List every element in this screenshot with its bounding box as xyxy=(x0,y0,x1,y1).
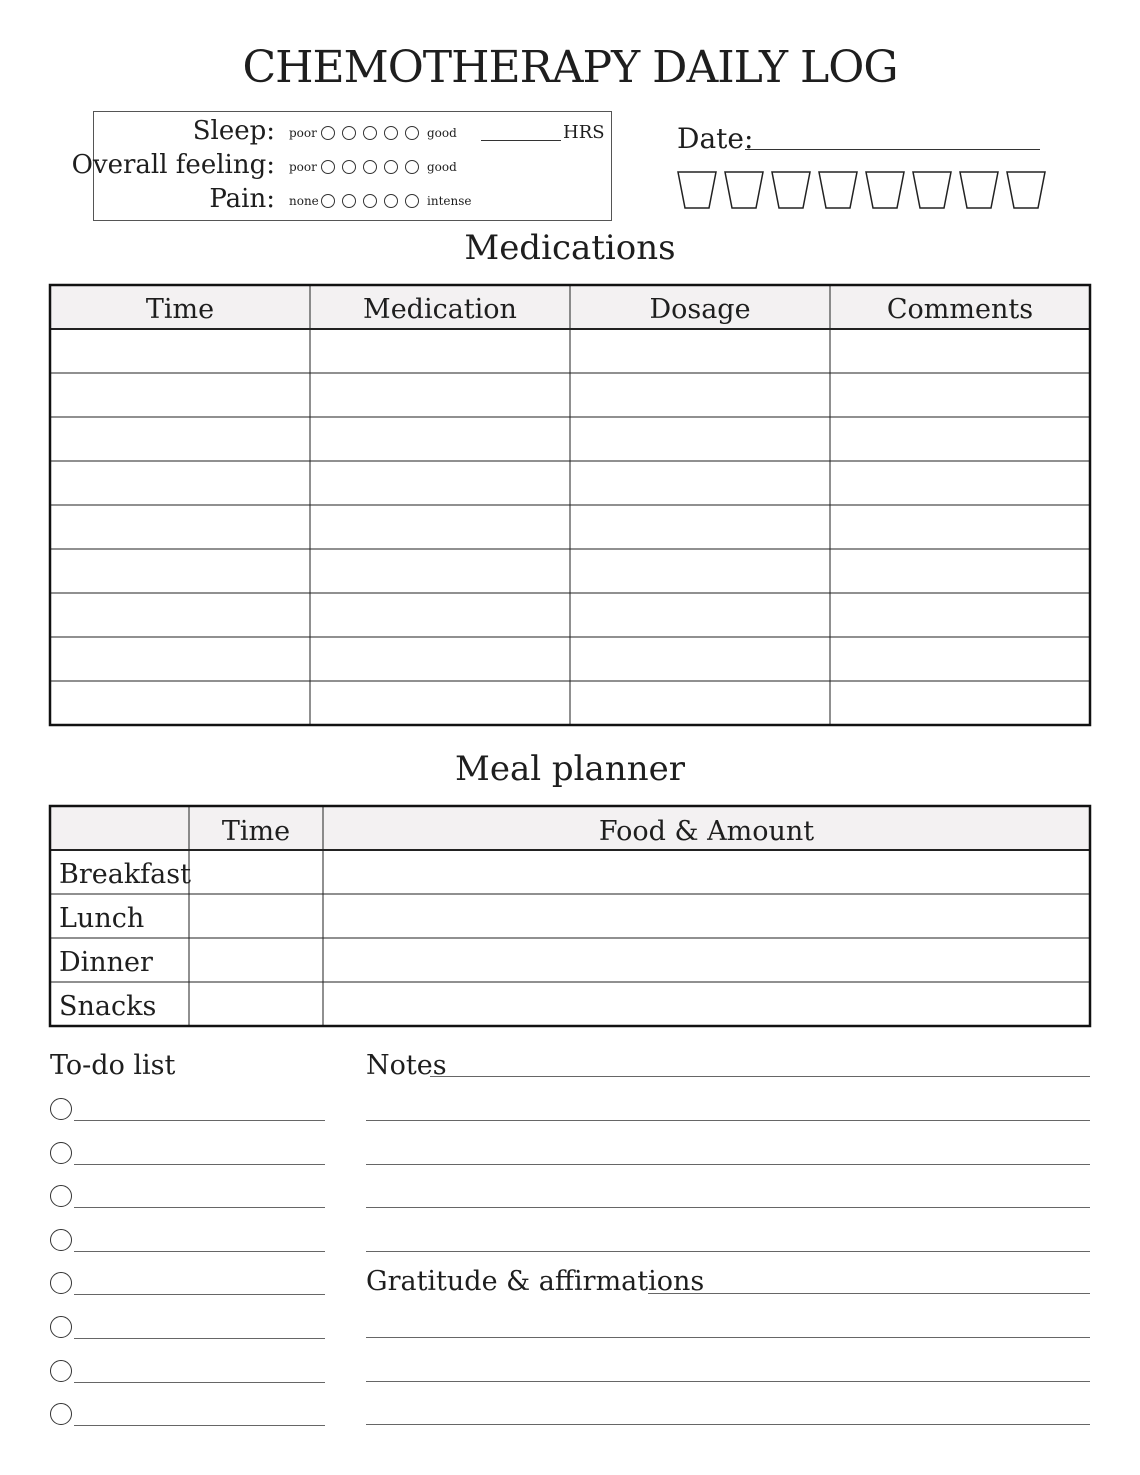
rating-low-label: poor xyxy=(289,160,317,174)
notes-line[interactable] xyxy=(366,1120,1090,1121)
medications-column-header: Dosage xyxy=(649,294,751,325)
meal-header-fill xyxy=(50,806,1090,850)
todo-line[interactable] xyxy=(74,1294,325,1295)
todo-line[interactable] xyxy=(74,1382,325,1383)
rating-low-label: none xyxy=(289,194,319,208)
todo-checkbox[interactable] xyxy=(50,1316,72,1338)
sleep-hours-label: HRS xyxy=(563,122,605,143)
water-cup-icon[interactable] xyxy=(913,172,951,208)
meal-row-label: Lunch xyxy=(59,903,145,934)
rating-circle[interactable] xyxy=(342,126,356,140)
rating-circle[interactable] xyxy=(405,194,419,208)
rating-circle[interactable] xyxy=(405,160,419,174)
meal-row-label: Snacks xyxy=(59,991,157,1022)
rating-circle[interactable] xyxy=(342,160,356,174)
rating-label: Overall feeling: xyxy=(71,150,275,180)
water-cups xyxy=(670,168,1060,216)
rating-circle[interactable] xyxy=(384,194,398,208)
water-cup-icon[interactable] xyxy=(678,172,716,208)
gratitude-line[interactable] xyxy=(648,1293,1090,1294)
gratitude-line[interactable] xyxy=(366,1337,1090,1338)
rating-label: Pain: xyxy=(209,184,275,214)
rating-circle[interactable] xyxy=(321,126,335,140)
todo-line[interactable] xyxy=(74,1251,325,1252)
rating-high-label: good xyxy=(427,160,457,174)
rating-circle[interactable] xyxy=(321,160,335,174)
rating-circle[interactable] xyxy=(342,194,356,208)
meal-planner-title: Meal planner xyxy=(455,749,685,789)
rating-circle[interactable] xyxy=(384,126,398,140)
meal-planner-table xyxy=(48,804,1092,1029)
water-cup-icon[interactable] xyxy=(725,172,763,208)
gratitude-line[interactable] xyxy=(366,1381,1090,1382)
todo-title: To-do list xyxy=(50,1050,176,1081)
rating-circle[interactable] xyxy=(384,160,398,174)
notes-line[interactable] xyxy=(366,1251,1090,1252)
meal-row-label: Dinner xyxy=(59,947,153,978)
todo-line[interactable] xyxy=(74,1338,325,1339)
notes-line[interactable] xyxy=(366,1207,1090,1208)
rating-box xyxy=(71,111,612,221)
date-label: Date: xyxy=(677,122,754,155)
medications-table xyxy=(48,283,1092,728)
rating-circle[interactable] xyxy=(321,194,335,208)
meal-row-label: Breakfast xyxy=(59,859,191,890)
rating-circle[interactable] xyxy=(363,126,377,140)
medications-column-header: Medication xyxy=(363,294,517,325)
sleep-hours-line[interactable] xyxy=(481,140,561,141)
rating-circle[interactable] xyxy=(363,160,377,174)
todo-line[interactable] xyxy=(74,1425,325,1426)
todo-line[interactable] xyxy=(74,1164,325,1165)
water-cup-icon[interactable] xyxy=(866,172,904,208)
rating-low-label: poor xyxy=(289,126,317,140)
todo-checkbox[interactable] xyxy=(50,1098,72,1120)
notes-title: Notes xyxy=(366,1050,447,1081)
rating-circle[interactable] xyxy=(405,126,419,140)
rating-circle[interactable] xyxy=(363,194,377,208)
gratitude-title: Gratitude & affirmations xyxy=(366,1266,705,1297)
todo-checkbox[interactable] xyxy=(50,1403,72,1425)
todo-line[interactable] xyxy=(74,1120,325,1121)
medications-column-header: Time xyxy=(145,294,215,325)
medications-title: Medications xyxy=(464,228,676,268)
water-cup-icon[interactable] xyxy=(1007,172,1045,208)
meal-column-header: Time xyxy=(221,816,291,847)
page-title: CHEMOTHERAPY DAILY LOG xyxy=(242,42,898,93)
todo-checkbox[interactable] xyxy=(50,1229,72,1251)
todo-line[interactable] xyxy=(74,1207,325,1208)
todo-checkbox[interactable] xyxy=(50,1360,72,1382)
gratitude-line[interactable] xyxy=(366,1424,1090,1425)
rating-label: Sleep: xyxy=(192,116,275,146)
water-cup-icon[interactable] xyxy=(960,172,998,208)
todo-checkbox[interactable] xyxy=(50,1142,72,1164)
rating-high-label: intense xyxy=(427,194,472,208)
notes-line[interactable] xyxy=(366,1164,1090,1165)
date-field[interactable] xyxy=(745,149,1040,150)
todo-checkbox[interactable] xyxy=(50,1272,72,1294)
water-cup-icon[interactable] xyxy=(819,172,857,208)
rating-high-label: good xyxy=(427,126,457,140)
water-cup-icon[interactable] xyxy=(772,172,810,208)
medications-column-header: Comments xyxy=(886,294,1034,325)
notes-line[interactable] xyxy=(430,1076,1090,1077)
meal-column-header: Food & Amount xyxy=(598,816,815,847)
todo-checkbox[interactable] xyxy=(50,1185,72,1207)
